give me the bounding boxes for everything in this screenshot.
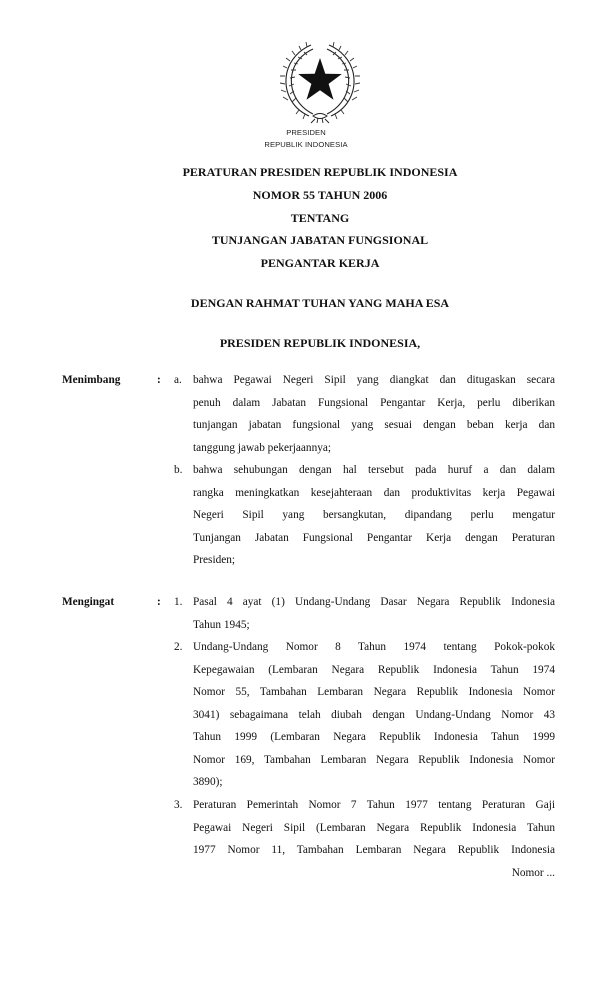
text-line: bahwa sehubungan dengan hal tersebut pada huruf a dan dalam: [193, 464, 555, 476]
text-line: Nomor 169, Tambahan Lembaran Negara Republik Indonesia Nomor: [193, 753, 555, 766]
emblem-caption-republik: REPUBLIK INDONESIA: [264, 140, 348, 149]
invocation: DENGAN RAHMAT TUHAN YANG MAHA ESA: [190, 296, 450, 310]
mengingat-item-marker-3: 3.: [174, 799, 183, 811]
text-line: Pegawai Negeri Sipil (Lembaran Negara Republik Indonesia Tahun: [193, 821, 555, 834]
text-line: Negeri Sipil yang bersangkutan, dipandang perlu mengatur: [193, 509, 555, 521]
page-continuation: Nomor ...: [511, 866, 555, 879]
text-line: penuh dalam Jabatan Fungsional Pengantar Kerja, perlu diberikan: [193, 396, 555, 409]
regulation-subject-line2: PENGANTAR KERJA: [260, 256, 380, 270]
menimbang-item-a: [193, 369, 555, 459]
mengingat-item-marker-1: 1.: [174, 596, 183, 608]
menimbang-label: Menimbang: [62, 374, 121, 386]
text-line: Kepegawaian (Lembaran Negara Republik Indonesia Tahun 1974: [193, 663, 555, 676]
menimbang-item-b: [193, 459, 555, 572]
text-line: 1977 Nomor 11, Tambahan Lembaran Negara Republik Indonesia: [193, 844, 555, 856]
text-line: Peraturan Pemerintah Nomor 7 Tahun 1977 tentang Peraturan Gaji: [193, 799, 555, 811]
text-line: Tahun 1999 (Lembaran Negara Republik Indonesia Tahun 1999: [193, 731, 555, 743]
text-line: Presiden;: [193, 554, 236, 566]
mengingat-item-1: [193, 591, 555, 636]
text-line: bahwa Pegawai Negeri Sipil yang diangkat dan ditugaskan secara: [193, 374, 555, 386]
menimbang-item-marker-a: a.: [174, 374, 182, 386]
regulation-number: NOMOR 55 TAHUN 2006: [252, 188, 388, 202]
regulation-subject-line1: TUNJANGAN JABATAN FUNGSIONAL: [211, 233, 429, 247]
menimbang-item-marker-b: b.: [174, 464, 183, 476]
garuda-emblem-icon: [279, 40, 361, 124]
text-line: rangka meningkatkan kesejahteraan dan produktivitas kerja Pegawai: [193, 486, 555, 499]
text-line: 3890);: [193, 776, 223, 788]
text-line: Nomor 55, Tambahan Lembaran Negara Republik Indonesia Nomor: [193, 686, 555, 698]
issuer: PRESIDEN REPUBLIK INDONESIA,: [219, 336, 421, 350]
regulation-title: PERATURAN PRESIDEN REPUBLIK INDONESIA: [182, 165, 458, 179]
text-line: tunjangan jabatan fungsional yang sesuai dengan beban kerja dan: [193, 419, 555, 431]
mengingat-item-2: [193, 636, 555, 794]
mengingat-colon: :: [157, 596, 161, 608]
text-line: Pasal 4 ayat (1) Undang-Undang Dasar Negara Republik Indonesia: [193, 596, 555, 608]
text-line: 3041) sebagaimana telah diubah dengan Undang-Undang Nomor 43: [193, 708, 555, 721]
text-line: Tahun 1945;: [193, 618, 250, 631]
regulation-tentang: TENTANG: [290, 211, 350, 225]
menimbang-colon: :: [157, 374, 161, 386]
emblem-caption-presiden: PRESIDEN: [286, 128, 326, 137]
mengingat-item-3: [193, 794, 555, 884]
mengingat-item-marker-2: 2.: [174, 641, 183, 653]
text-line: Undang-Undang Nomor 8 Tahun 1974 tentang Pokok-pokok: [193, 641, 555, 653]
text-line: tanggung jawab pekerjaannya;: [193, 441, 332, 454]
text-line: Tunjangan Jabatan Fungsional Pengantar Kerja dengan Peraturan: [193, 531, 555, 544]
mengingat-label: Mengingat: [62, 596, 115, 608]
